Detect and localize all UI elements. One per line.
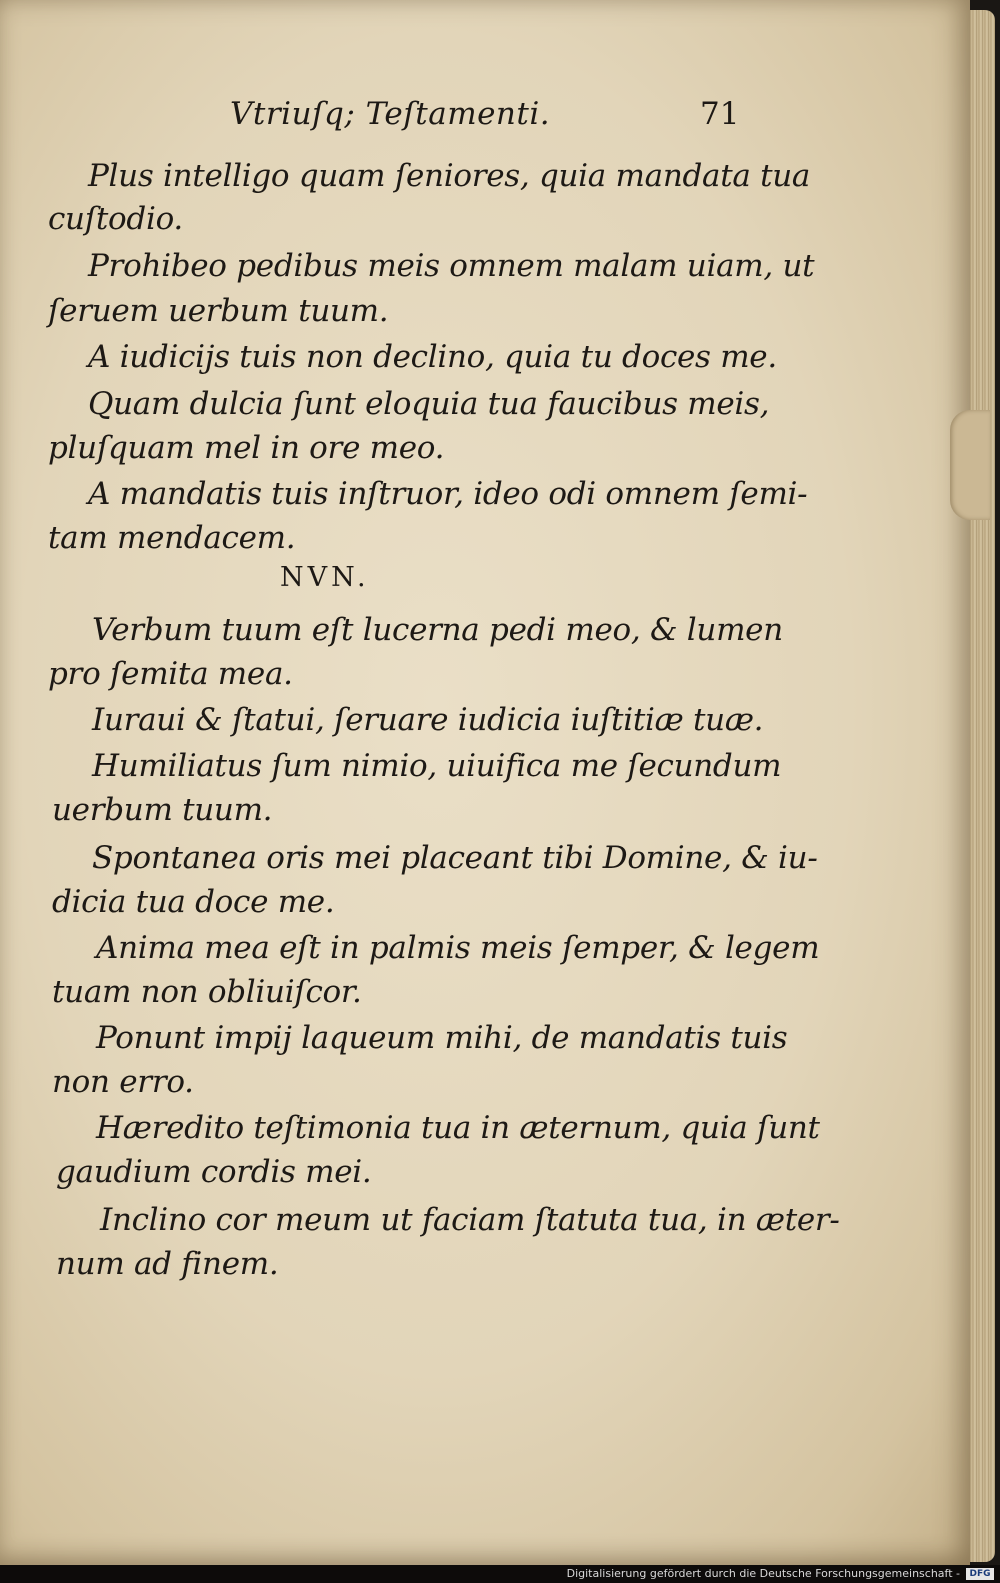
running-head: Vtriuſq; Teſtamenti. bbox=[230, 96, 551, 132]
text-line: Verbum tuum eſt lucerna pedi meo, & lumen bbox=[92, 612, 783, 648]
text-line: ſeruem uerbum tuum. bbox=[48, 293, 389, 329]
digitization-footer bbox=[0, 1565, 1000, 1583]
text-line: Prohibeo pedibus meis omnem malam uiam, ut bbox=[88, 248, 815, 284]
text-line: Ponunt impij laqueum mihi, de mandatis tuis bbox=[96, 1020, 788, 1056]
text-line: dicia tua doce me. bbox=[52, 884, 335, 920]
text-line: Plus intelligo quam ſeniores, quia mandata tua bbox=[88, 158, 811, 194]
text-line: pro ſemita mea. bbox=[48, 656, 293, 692]
text-line: Humiliatus ſum nimio, uiuifica me ſecundum bbox=[92, 748, 782, 784]
text-line: tuam non obliuiſcor. bbox=[52, 974, 362, 1010]
text-line: pluſquam mel in ore meo. bbox=[48, 430, 445, 466]
page-number: 71 bbox=[700, 96, 740, 132]
text-line: Quam dulcia ſunt eloquia tua faucibus meis, bbox=[88, 386, 770, 422]
text-line: A mandatis tuis inſtruor, ideo odi omnem ſemi- bbox=[88, 476, 808, 512]
text-line: tam mendacem. bbox=[48, 520, 296, 556]
text-line: Anima mea eſt in palmis meis ſemper, & legem bbox=[96, 930, 820, 966]
text-line: A iudicijs tuis non declino, quia tu doces me. bbox=[88, 339, 777, 375]
text-line: uerbum tuum. bbox=[52, 792, 273, 828]
dfg-logo: DFG bbox=[966, 1568, 994, 1580]
page-tab-marker bbox=[950, 410, 990, 520]
text-line: Hæredito teſtimonia tua in æternum, quia ſunt bbox=[96, 1110, 820, 1146]
text-line: non erro. bbox=[52, 1064, 194, 1100]
text-line: gaudium cordis mei. bbox=[56, 1154, 372, 1190]
text-line: Inclino cor meum ut faciam ſtatuta tua, in æter- bbox=[100, 1202, 840, 1238]
funding-credit: Digitalisierung gefördert durch die Deutsche Forschungsgemeinschaft - bbox=[566, 1567, 960, 1580]
section-heading: NVN. bbox=[280, 562, 370, 593]
text-line: Spontanea oris mei placeant tibi Domine, & iu- bbox=[92, 840, 818, 876]
text-line: num ad finem. bbox=[56, 1246, 279, 1282]
text-line: Iuraui & ſtatui, ſeruare iudicia iuſtitiæ tuæ. bbox=[92, 702, 764, 738]
text-line: cuſtodio. bbox=[48, 201, 183, 237]
